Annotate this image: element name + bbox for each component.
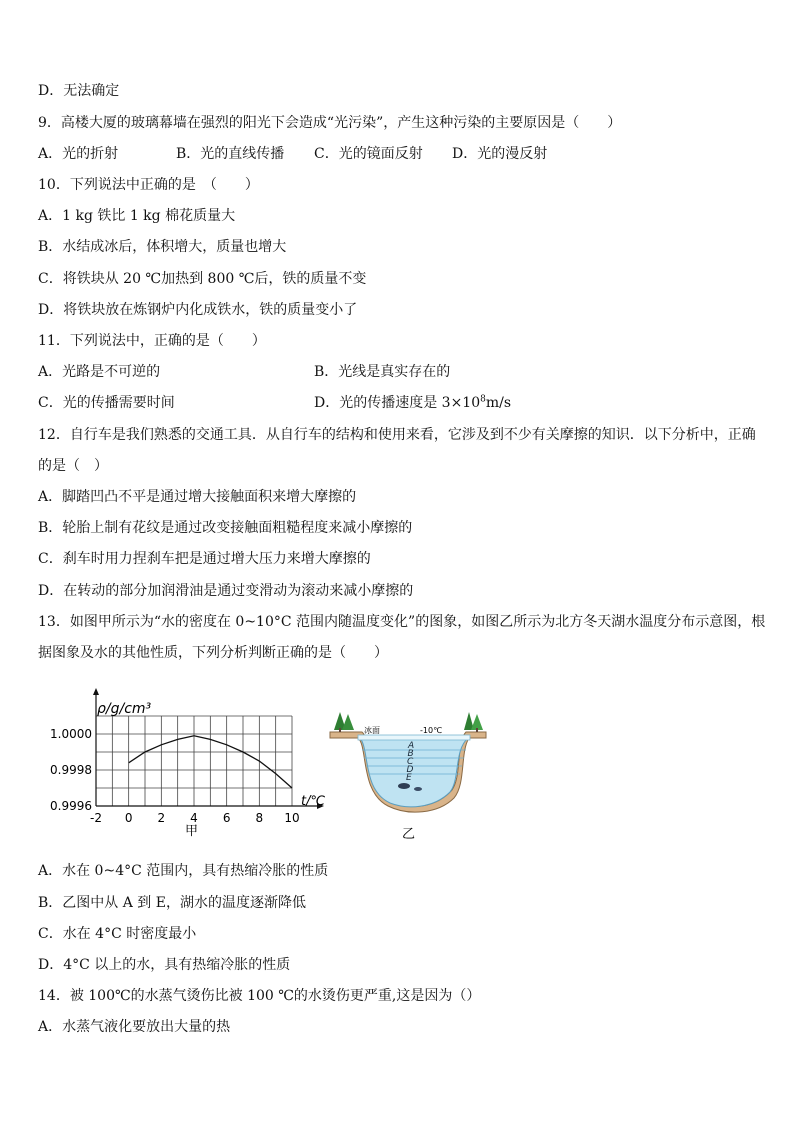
- q12-option-d: D．在转动的部分加润滑油是通过变滑动为滚动来减小摩擦的: [38, 583, 414, 599]
- q10-option-d: D．将铁块放在炼钢炉内化成铁水，铁的质量变小了: [38, 302, 358, 318]
- q9-option-a: A．光的折射: [38, 146, 119, 162]
- y-axis-arrow: [93, 688, 99, 695]
- tree-icon: [464, 712, 483, 732]
- tree-icon: [334, 712, 354, 732]
- q10-option-a: A．1 kg 铁比 1 kg 棉花质量大: [38, 208, 236, 224]
- q11-option-d-unit: m/s: [485, 395, 512, 411]
- air-temperature-label: -10℃: [420, 726, 443, 735]
- chart-y-axis-label: ρ/g/cm³: [97, 701, 152, 717]
- q12-option-c: C．刹车时用力捏刹车把是通过增大压力来增大摩擦的: [38, 551, 371, 567]
- lake-layer-label-c: C: [407, 757, 414, 767]
- figure-jia-caption: 甲: [185, 824, 199, 839]
- q9-option-b: B．光的直线传播: [176, 146, 285, 162]
- q14-option-a: A．水蒸气液化要放出大量的热: [38, 1019, 231, 1035]
- x-tick-label: 2: [157, 811, 166, 825]
- q10-option-c: C．将铁块从 20 ℃加热到 800 ℃后，铁的质量不变: [38, 271, 367, 287]
- q11-option-b: B．光线是真实存在的: [314, 364, 451, 380]
- figure-yi-caption: 乙: [402, 827, 416, 842]
- q14-stem: 14．被 100℃的水蒸气烫伤比被 100 ℃的水烫伤更严重,这是因为（）: [38, 988, 481, 1004]
- chart-x-axis-label: t/℃: [301, 794, 326, 809]
- q12-stem-line1: 12．自行车是我们熟悉的交通工具．从自行车的结构和使用来看，它涉及到不少有关摩擦的知识．以下分析中，正确: [38, 427, 756, 443]
- q9-option-d: D．光的漫反射: [452, 146, 548, 162]
- x-tick-label: 0: [124, 811, 133, 825]
- q12-stem-line2: 的是（ ）: [38, 458, 108, 474]
- q13-option-c: C．水在 4°C 时密度最小: [38, 926, 197, 942]
- q12-option-a: A．脚踏凹凸不平是通过增大接触面积来增大摩擦的: [38, 489, 357, 505]
- y-tick-label: 0.9998: [50, 763, 92, 777]
- y-tick-label: 1.0000: [50, 727, 92, 741]
- q9-option-c: C．光的镜面反射: [314, 146, 423, 162]
- x-tick-label: 8: [255, 811, 264, 825]
- q10-stem: 10．下列说法中正确的是 （ ）: [38, 177, 259, 193]
- q11-option-d-exponent: 8: [480, 394, 486, 405]
- q11-stem: 11．下列说法中，正确的是（ ）: [38, 333, 266, 349]
- ice-surface-label: 冰面: [364, 726, 380, 735]
- q11-option-a: A．光路是不可逆的: [38, 364, 161, 380]
- chart-tick-labels: [50, 727, 300, 825]
- x-tick-label: 4: [190, 811, 198, 825]
- q11-option-c: C．光的传播需要时间: [38, 395, 175, 411]
- q13-stem-line2: 据图象及水的其他性质，下列分析判断正确的是（ ）: [38, 645, 388, 661]
- q13-option-b: B．乙图中从 A 到 E，湖水的温度逐渐降低: [38, 895, 306, 911]
- x-tick-label: 6: [222, 811, 231, 825]
- lake-layer-label-d: D: [406, 765, 414, 775]
- density-chart: [40, 684, 340, 840]
- q10-option-b: B．水结成冰后，体积增大，质量也增大: [38, 239, 287, 255]
- lake-layer-label-e: E: [406, 773, 412, 783]
- fish-icon: [414, 787, 422, 791]
- q11-option-d-text: D．光的传播速度是 3×10: [314, 395, 481, 411]
- q9-stem: 9．高楼大厦的玻璃幕墙在强烈的阳光下会造成“光污染”，产生这种污染的主要原因是（ ）: [38, 115, 622, 131]
- q11-option-d: [314, 393, 511, 413]
- lake-layer-label-b: B: [407, 749, 414, 759]
- q13-option-d: D．4°C 以上的水，具有热缩冷胀的性质: [38, 957, 291, 973]
- chart-grid: [96, 716, 292, 806]
- lake-layer-label-a: A: [408, 741, 415, 751]
- q13-option-a: A．水在 0~4°C 范围内，具有热缩冷胀的性质: [38, 863, 329, 879]
- q12-option-b: B．轮胎上制有花纹是通过改变接触面粗糙程度来减小摩擦的: [38, 520, 413, 536]
- lake-diagram: [326, 706, 490, 844]
- fish-icon: [398, 783, 410, 789]
- q8-option-d: D．无法确定: [38, 83, 120, 99]
- ice-surface: [358, 735, 470, 740]
- x-tick-label: -2: [90, 811, 102, 825]
- y-tick-label: 0.9996: [50, 799, 92, 813]
- q13-stem-line1: 13．如图甲所示为“水的密度在 0~10°C 范围内随温度变化”的图象，如图乙所示为北方冬天湖水温度分布示意图，根: [38, 614, 766, 630]
- x-tick-label: 10: [284, 811, 300, 825]
